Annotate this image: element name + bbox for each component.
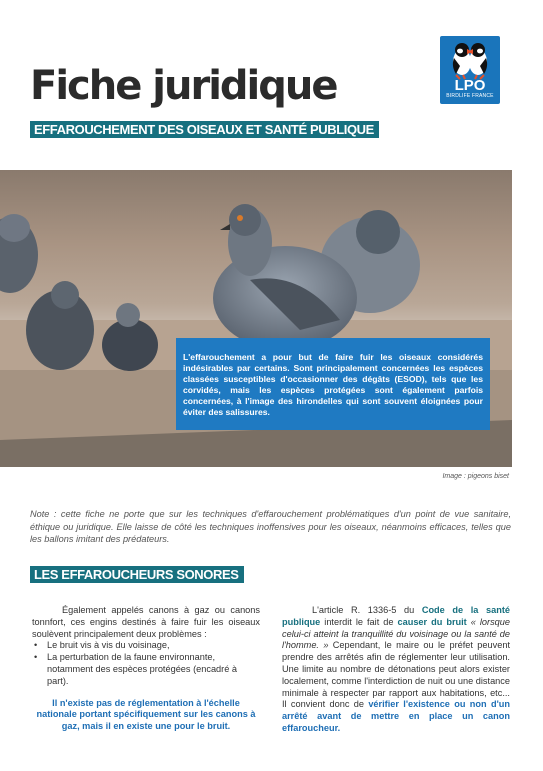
causer-bruit-link[interactable]: causer du bruit	[397, 616, 467, 627]
list-item: • La perturbation de la faune environnante, notamment des espèces protégées (encadré à part).	[32, 652, 260, 687]
left-column	[32, 605, 260, 733]
page-subtitle-banner: EFFAROUCHEMENT DES OISEAUX ET SANTÉ PUBLIQUE	[30, 121, 379, 138]
logo-subtext: BIRDLIFE FRANCE	[446, 93, 494, 99]
note-paragraph: Note : cette fiche ne porte que sur les techniques d'effarouchement problématiques d'un point de vue sanitaire, éthique ou juridique. Elle laisse de côté les techniques inoffensives pour les oiseaux, néanmoins efficaces, telles que les ballons imitant des prédateurs.	[30, 509, 511, 544]
lpo-logo	[440, 36, 500, 104]
right-paragraph	[282, 605, 510, 735]
quote-text: « lorsque celui-ci atteint la tranquillité du voisinage ou la santé de l'homme. »	[282, 616, 510, 651]
text-run: interdit le fait de	[320, 616, 398, 627]
code-sante-link[interactable]: Code de la santé publique	[282, 605, 510, 627]
photo-caption: Image : pigeons biset	[442, 473, 509, 480]
logo-text: LPO	[454, 77, 486, 94]
section-title: LES EFFAROUCHEURS SONORES	[30, 566, 244, 583]
left-intro: Également appelés canons à gaz ou canons tonnfort, ces engins destinés à faire fuir les oiseaux soulèvent principalement deux problèmes :	[32, 605, 260, 639]
text-run: L'article R. 1336-5 du	[312, 605, 422, 615]
list-item: • Le bruit vis à vis du voisinage,	[32, 640, 260, 652]
right-column	[282, 605, 510, 735]
puffin-icon	[440, 36, 500, 80]
text-run: Cependant, le maire ou le préfet peuvent prendre des arrêtés afin de réglementer leur utilisation. Une limite au nombre de détonations peut alors exister localement, comme l'interdiction de nuit ou une distance minimale à respecter par rapport aux habitations, etc... Il convient donc de	[282, 640, 510, 710]
problem-list	[32, 640, 260, 687]
verify-highlight: vérifier l'existence ou non d'un arrêté avant de mettre en place un canon effaroucheur.	[282, 699, 511, 733]
page-title: Fiche juridique	[30, 63, 337, 109]
intro-callout: L'effarouchement a pour but de faire fuir les oiseaux considérés indésirables par certains. Sont principalement concernées les espèces classées susceptibles d'occasionner des dégâts (ESOD), tels que les corvidés, mais les espèces protégées sont également parfois concernées, à l'image des hirondelles qui sont souvent éloignées pour éviter des salissures.	[176, 338, 490, 430]
left-highlight: Il n'existe pas de réglementation à l'échelle nationale portant spécifiquement sur les canons à gaz, mais il en existe une pour le bruit.	[36, 697, 256, 732]
